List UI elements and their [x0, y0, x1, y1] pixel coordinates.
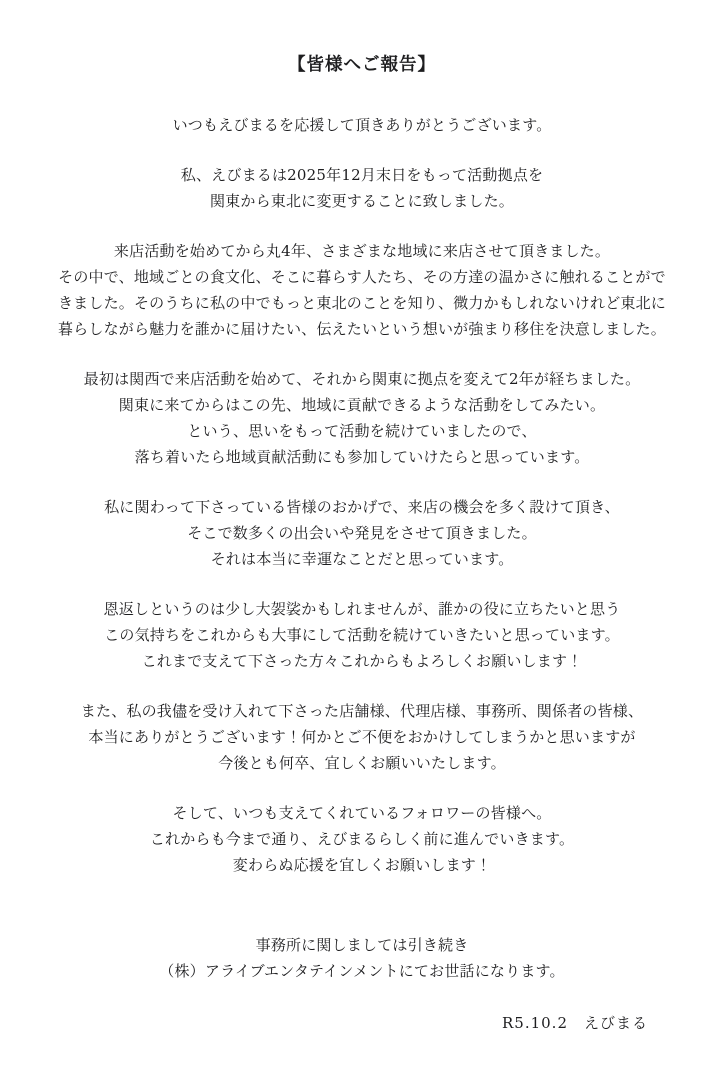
text-line: 本当にありがとうございます！何かとご不便をおかけしてしまうかと思いますが	[88, 728, 636, 746]
text-line: また、私の我儘を受け入れて下さった店舗様、代理店様、事務所、関係者の皆様、	[80, 702, 644, 720]
paragraph	[36, 494, 688, 572]
text-line: 暮らしながら魅力を誰かに届けたい、伝えたいという想いが強まり移住を決意しました。	[57, 320, 666, 338]
text-line: そして、いつも支えてくれているフォロワーの皆様へ。	[172, 804, 552, 822]
text-line: 来店活動を始めてから丸4年、さまざまな地域に来店させて頂きました。	[113, 242, 611, 260]
text-line: 私、えびまるは2025年12月末日をもって活動拠点を	[180, 166, 544, 184]
text-line: この気持ちをこれからも大事にして活動を続けていきたいと思っています。	[104, 626, 620, 644]
text-line: 関東から東北に変更することに致しました。	[209, 192, 514, 210]
paragraph	[36, 698, 688, 776]
paragraph	[36, 238, 688, 342]
text-line: それは本当に幸運なことだと思っています。	[210, 550, 514, 568]
text-line: 関東に来てからはこの先、地域に貢献できるような活動をしてみたい。	[118, 396, 606, 414]
signature-line: R5.10.2 えびまる	[501, 1014, 648, 1032]
text-line: という、思いをもって活動を続けていましたので、	[187, 422, 537, 440]
text-line: きました。そのうちに私の中でもっと東北のことを知り、微力かもしれないけれど東北に	[57, 294, 666, 312]
paragraph	[36, 800, 688, 878]
text-line: これまで支えて下さった方々これからもよろしくお願いします！	[141, 652, 583, 670]
paragraph	[36, 112, 688, 138]
paragraph	[36, 596, 688, 674]
text-line: 恩返しというのは少し大袈裟かもしれませんが、誰かの役に立ちたいと思う	[103, 600, 621, 618]
text-line: その中で、地域ごとの食文化、そこに暮らす人たち、その方達の温かさに触れることがで	[58, 268, 666, 286]
text-line: 最初は関西で来店活動を始めて、それから関東に拠点を変えて2年が経ちました。	[83, 370, 641, 388]
paragraph	[36, 932, 688, 984]
text-line: 事務所に関しましては引き続き	[255, 936, 469, 954]
paragraph	[36, 366, 688, 470]
text-line: 変わらぬ応援を宜しくお願いします！	[232, 856, 492, 874]
text-line: これからも今まで通り、えびまるらしく前に進んでいきます。	[149, 830, 575, 848]
page-title: 【皆様へご報告】	[288, 55, 436, 75]
text-line: 今後とも何卒、宜しくお願いいたします。	[218, 754, 506, 772]
text-line: 私に関わって下さっている皆様のおかげで、来店の機会を多く設けて頂き、	[104, 498, 620, 516]
paragraph	[36, 162, 688, 214]
document-body	[36, 112, 688, 984]
text-line: そこで数多くの出会いや発見をさせて頂きました。	[187, 524, 537, 542]
text-line: （株）アライブエンタテインメントにてお世話になります。	[159, 962, 565, 980]
text-line: 落ち着いたら地域貢献活動にも参加していけたらと思っています。	[134, 448, 590, 466]
text-line: いつもえびまるを応援して頂きありがとうございます。	[172, 116, 552, 134]
